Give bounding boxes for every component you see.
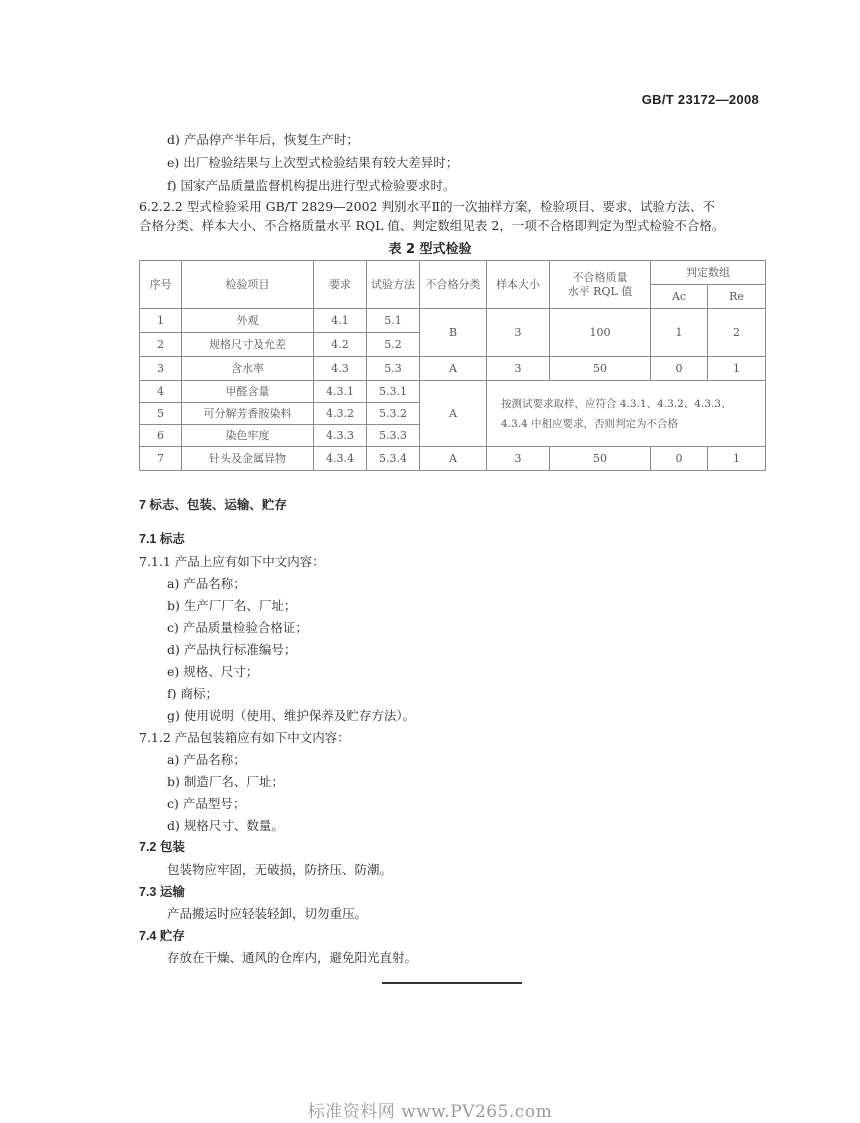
cell-method: 5.2 xyxy=(367,333,420,357)
end-rule xyxy=(382,982,522,984)
list-item: b) 生产厂厂名、厂址； xyxy=(167,598,297,613)
cell-method: 5.3.1 xyxy=(367,381,420,403)
cell-re: 1 xyxy=(708,357,766,381)
cell-class: B xyxy=(420,309,487,357)
cell-rql: 100 xyxy=(550,309,651,357)
section-71-title: 7.1 标志 xyxy=(139,532,185,546)
section-7-title: 7 标志、包装、运输、贮存 xyxy=(139,498,287,512)
cell-item: 外观 xyxy=(182,309,314,333)
clause-6222-line2: 合格分类、样本大小、不合格质量水平 RQL 值、判定数组见表 2，一项不合格即判定为型式检验不合格。 xyxy=(139,218,725,233)
cell-seq: 2 xyxy=(140,333,182,357)
table-row xyxy=(140,447,766,471)
standard-number: GB/T 23172—2008 xyxy=(641,92,759,107)
cell-class: A xyxy=(420,381,487,447)
note-line1: 按测试要求取样，应符合 4.3.1、4.3.2、4.3.3、 xyxy=(501,397,732,410)
cell-method: 5.1 xyxy=(367,309,420,333)
table-row xyxy=(140,357,766,381)
cell-method: 5.3.3 xyxy=(367,425,420,447)
cell-req: 4.3.1 xyxy=(314,381,367,403)
header-rql xyxy=(550,261,651,309)
table-caption: 表 2 型式检验 xyxy=(388,242,472,257)
cell-item: 规格尺寸及允差 xyxy=(182,333,314,357)
list-item: e) 规格、尺寸； xyxy=(167,664,259,679)
cell-seq: 3 xyxy=(140,357,182,381)
note-line2: 4.3.4 中相应要求，否则判定为不合格 xyxy=(501,417,679,430)
section-72-title: 7.2 包装 xyxy=(139,840,185,854)
cell-method: 5.3.4 xyxy=(367,447,420,471)
header-rql-line2: 水平 RQL 值 xyxy=(567,284,633,298)
cell-ac: 0 xyxy=(651,357,708,381)
cell-class: A xyxy=(420,447,487,471)
cell-method: 5.3.2 xyxy=(367,403,420,425)
cell-re: 2 xyxy=(708,309,766,357)
list-item: f) 国家产品质量监督机构提出进行型式检验要求时。 xyxy=(167,178,456,193)
cell-ac: 0 xyxy=(651,447,708,471)
cell-req: 4.3.2 xyxy=(314,403,367,425)
clause-6222-line1: 6.2.2.2 型式检验采用 GB/T 2829—2002 判别水平Ⅱ的一次抽样方案，检验项目、要求、试验方法、不 xyxy=(139,199,715,214)
cell-sample: 3 xyxy=(487,309,550,357)
cell-req: 4.3.3 xyxy=(314,425,367,447)
cell-sample: 3 xyxy=(487,447,550,471)
list-item: a) 产品名称； xyxy=(167,576,246,591)
watermark-text: 标准资料网 www.PV265.com xyxy=(307,1102,553,1122)
table-row xyxy=(140,381,766,403)
cell-req: 4.3.4 xyxy=(314,447,367,471)
list-item: b) 制造厂名、厂址； xyxy=(167,774,284,789)
cell-seq: 4 xyxy=(140,381,182,403)
clause-712: 7.1.2 产品包装箱应有如下中文内容： xyxy=(139,730,350,745)
header-sample: 样本大小 xyxy=(487,261,550,309)
cell-sample: 3 xyxy=(487,357,550,381)
cell-seq: 5 xyxy=(140,403,182,425)
cell-ac: 1 xyxy=(651,309,708,357)
list-item: e) 出厂检验结果与上次型式检验结果有较大差异时； xyxy=(167,155,459,170)
cell-req: 4.3 xyxy=(314,357,367,381)
header-re: Re xyxy=(708,285,766,309)
list-item: g) 使用说明（使用、维护保养及贮存方法）。 xyxy=(167,708,416,723)
clause-711: 7.1.1 产品上应有如下中文内容： xyxy=(139,554,325,569)
header-judge: 判定数组 xyxy=(651,261,766,285)
header-method: 试验方法 xyxy=(367,261,420,309)
section-73-title: 7.3 运输 xyxy=(139,885,185,899)
header-seq: 序号 xyxy=(140,261,182,309)
type-inspection-table xyxy=(139,260,766,471)
cell-method: 5.3 xyxy=(367,357,420,381)
list-item: a) 产品名称； xyxy=(167,752,246,767)
cell-req: 4.2 xyxy=(314,333,367,357)
list-item: c) 产品型号； xyxy=(167,796,246,811)
header-class: 不合格分类 xyxy=(420,261,487,309)
table-row xyxy=(140,309,766,333)
cell-item: 针头及金属异物 xyxy=(182,447,314,471)
cell-seq: 1 xyxy=(140,309,182,333)
cell-class: A xyxy=(420,357,487,381)
section-74-title: 7.4 贮存 xyxy=(139,929,185,943)
list-item: d) 产品停产半年后，恢复生产时； xyxy=(167,132,359,147)
section-74-text: 存放在干燥、通风的仓库内，避免阳光直射。 xyxy=(167,950,418,965)
header-item: 检验项目 xyxy=(182,261,314,309)
cell-rql: 50 xyxy=(550,447,651,471)
header-req: 要求 xyxy=(314,261,367,309)
cell-seq: 7 xyxy=(140,447,182,471)
cell-item: 含水率 xyxy=(182,357,314,381)
header-rql-line1: 不合格质量 xyxy=(572,270,628,284)
cell-re: 1 xyxy=(708,447,766,471)
cell-item: 染色牢度 xyxy=(182,425,314,447)
section-72-text: 包装物应牢固，无破损，防挤压、防潮。 xyxy=(167,862,393,877)
cell-sampling-note xyxy=(487,381,766,447)
list-item: f) 商标； xyxy=(167,686,218,701)
list-item: c) 产品质量检验合格证； xyxy=(167,620,308,635)
cell-req: 4.1 xyxy=(314,309,367,333)
cell-rql: 50 xyxy=(550,357,651,381)
list-item: d) 产品执行标准编号； xyxy=(167,642,297,657)
header-ac: Ac xyxy=(651,285,708,309)
cell-item: 甲醛含量 xyxy=(182,381,314,403)
cell-seq: 6 xyxy=(140,425,182,447)
list-item: d) 规格尺寸、数量。 xyxy=(167,818,284,833)
section-73-text: 产品搬运时应轻装轻卸，切勿重压。 xyxy=(167,906,368,921)
cell-item: 可分解芳香胺染料 xyxy=(182,403,314,425)
